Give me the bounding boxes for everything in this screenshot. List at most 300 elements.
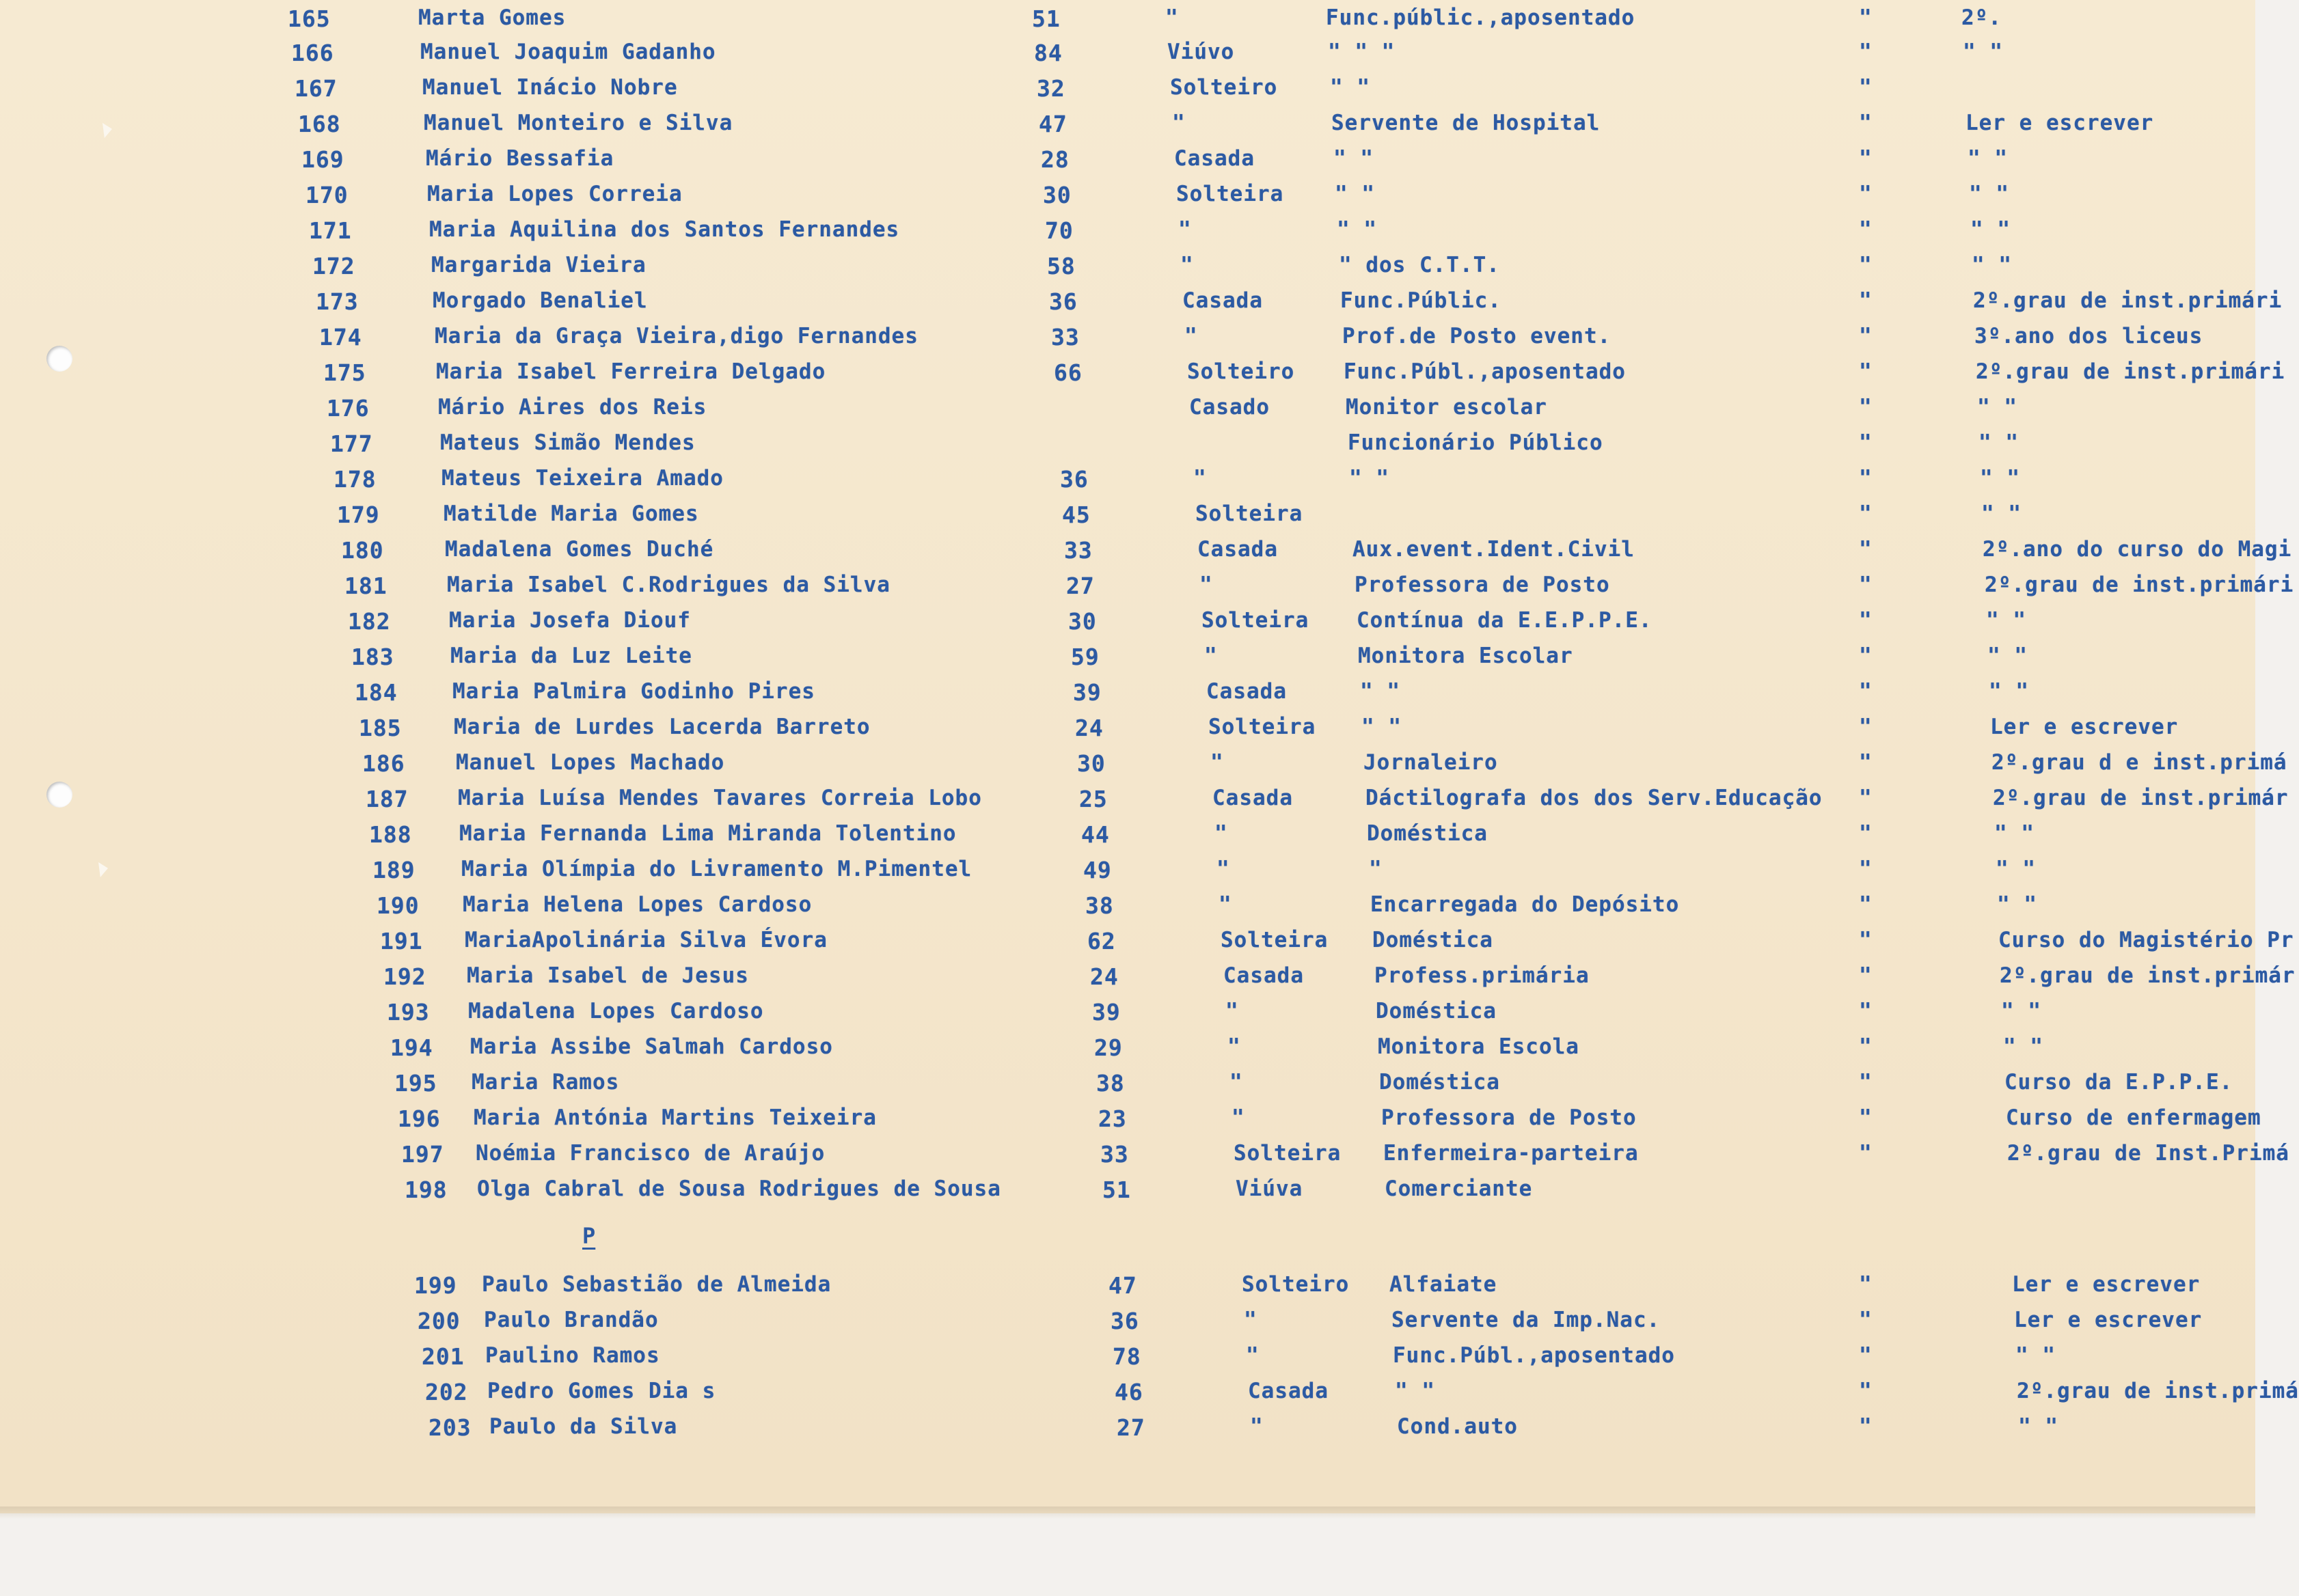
entry-number: 177 xyxy=(330,430,373,457)
marital-status: Casada xyxy=(1223,963,1304,988)
entry-number: 167 xyxy=(295,75,338,102)
marital-status: Solteira xyxy=(1201,608,1309,633)
education: 2º.grau d e inst.primá xyxy=(1991,750,2287,775)
table-row xyxy=(0,1177,2255,1211)
marital-status: Casada xyxy=(1182,288,1263,313)
person-name: Maria Helena Lopes Cardoso xyxy=(463,892,813,917)
person-name: Maria Fernanda Lima Miranda Tolentino xyxy=(459,821,957,846)
table-row xyxy=(0,5,2255,40)
table-row xyxy=(0,1343,2255,1377)
education: " " xyxy=(1977,395,2017,419)
person-name: Maria Antónia Martins Teixeira xyxy=(474,1105,877,1130)
entry-number: 185 xyxy=(359,715,402,741)
education: " " xyxy=(1994,821,2035,846)
marital-status: " xyxy=(1219,892,1232,917)
person-name: Maria Olímpia do Livramento M.Pimentel xyxy=(461,857,972,881)
person-name: Maria Isabel C.Rodrigues da Silva xyxy=(447,573,890,597)
age: 47 xyxy=(1108,1272,1137,1299)
age: 62 xyxy=(1087,928,1116,954)
entry-number: 181 xyxy=(344,573,387,599)
ditto-mark: " xyxy=(1859,999,1873,1023)
marital-status: Solteira xyxy=(1221,928,1329,952)
entry-number: 196 xyxy=(398,1105,441,1132)
occupation: Professora de Posto xyxy=(1381,1105,1637,1130)
person-name: Pedro Gomes Dia s xyxy=(487,1379,716,1403)
education: Curso do Magistério Pr xyxy=(1998,928,2294,952)
entry-number: 173 xyxy=(316,288,359,315)
person-name: Madalena Gomes Duché xyxy=(445,537,714,562)
education: Ler e escrever xyxy=(2012,1272,2201,1297)
education: 2º.grau de inst.primá xyxy=(2017,1379,2299,1403)
ditto-mark: " xyxy=(1859,1141,1873,1166)
person-name: Noémia Francisco de Araújo xyxy=(476,1141,826,1166)
age: 33 xyxy=(1064,537,1093,564)
ditto-mark: " xyxy=(1859,892,1873,917)
entry-number: 199 xyxy=(414,1272,457,1299)
ditto-mark: " xyxy=(1859,1034,1873,1059)
marital-status: Casada xyxy=(1174,146,1255,171)
ditto-mark: " xyxy=(1859,324,1873,348)
entry-number: 175 xyxy=(323,359,366,386)
table-row xyxy=(0,928,2294,962)
education: 2º.grau de Inst.Primá xyxy=(2007,1141,2289,1166)
occupation: Jornaleiro xyxy=(1363,750,1498,775)
education: Ler e escrever xyxy=(2014,1308,2203,1332)
ditto-mark: " xyxy=(1859,466,1873,491)
education: " " xyxy=(1978,430,2019,455)
entry-number: 198 xyxy=(405,1177,448,1203)
age: 27 xyxy=(1117,1414,1145,1441)
entry-number: 168 xyxy=(298,111,341,137)
ditto-mark: " xyxy=(1859,679,1873,704)
table-row xyxy=(0,1070,2255,1104)
age: 23 xyxy=(1098,1105,1127,1132)
table-row xyxy=(0,466,2255,500)
table-row xyxy=(0,324,2255,358)
ditto-mark: " xyxy=(1859,182,1873,206)
person-name: Maria Isabel Ferreira Delgado xyxy=(436,359,826,384)
entry-number: 202 xyxy=(425,1379,468,1405)
occupation: " " " xyxy=(1328,40,1396,64)
ditto-mark: " xyxy=(1859,146,1873,171)
occupation: " xyxy=(1369,857,1383,881)
marital-status: Casada xyxy=(1197,537,1278,562)
marital-status: " xyxy=(1227,1034,1241,1059)
marital-status: Solteira xyxy=(1195,501,1303,526)
entry-number: 172 xyxy=(312,253,355,279)
entry-number: 192 xyxy=(383,963,426,990)
age: 66 xyxy=(1054,359,1083,386)
education: 3º.ano dos liceus xyxy=(1974,324,2203,348)
occupation: Funcionário Público xyxy=(1348,430,1603,455)
table-row xyxy=(0,501,2255,536)
ditto-mark: " xyxy=(1859,395,1873,419)
entry-number: 178 xyxy=(334,466,377,493)
person-name: MariaApolinária Silva Évora xyxy=(465,928,828,952)
person-name: Maria Assibe Salmah Cardoso xyxy=(470,1034,833,1059)
entry-number: 170 xyxy=(305,182,349,208)
person-name: Mário Aires dos Reis xyxy=(438,395,707,419)
person-name: Maria Lopes Correia xyxy=(427,182,683,206)
person-name: Marta Gomes xyxy=(418,5,567,30)
entry-number: 176 xyxy=(327,395,370,422)
education: " " xyxy=(1996,857,2036,881)
ditto-mark: " xyxy=(1859,111,1873,135)
marital-status: Casado xyxy=(1189,395,1270,419)
age: 24 xyxy=(1075,715,1104,741)
marital-status: " xyxy=(1210,750,1224,775)
person-name: Paulo da Silva xyxy=(489,1414,678,1439)
entry-number: 190 xyxy=(377,892,420,919)
person-name: Maria da Graça Vieira,digo Fernandes xyxy=(435,324,919,348)
marital-status: Casada xyxy=(1248,1379,1329,1403)
ditto-mark: " xyxy=(1859,217,1873,242)
marital-status: Solteiro xyxy=(1187,359,1295,384)
person-name: Paulo Brandão xyxy=(484,1308,659,1332)
age: 25 xyxy=(1079,786,1108,812)
age: 38 xyxy=(1085,892,1114,919)
age: 30 xyxy=(1068,608,1097,635)
age: 36 xyxy=(1049,288,1078,315)
marital-status: " xyxy=(1214,821,1228,846)
table-row xyxy=(0,1272,2255,1306)
person-name: Olga Cabral de Sousa Rodrigues de Sousa xyxy=(477,1177,1001,1201)
occupation: Contínua da E.E.P.P.E. xyxy=(1357,608,1652,633)
marital-status: " xyxy=(1225,999,1239,1023)
education: " " xyxy=(1970,217,2011,242)
marital-status: " xyxy=(1204,644,1218,668)
entry-number: 200 xyxy=(418,1308,461,1334)
person-name: Mateus Simão Mendes xyxy=(440,430,696,455)
occupation: " " xyxy=(1337,217,1377,242)
ditto-mark: " xyxy=(1859,537,1873,562)
ditto-mark: " xyxy=(1859,1272,1873,1297)
education: " " xyxy=(1997,892,2037,917)
age: 47 xyxy=(1039,111,1067,137)
person-name: Manuel Joaquim Gadanho xyxy=(420,40,716,64)
occupation: Professora de Posto xyxy=(1355,573,1610,597)
person-name: Maria da Luz Leite xyxy=(450,644,692,668)
occupation: Prof.de Posto event. xyxy=(1342,324,1611,348)
ditto-mark: " xyxy=(1859,644,1873,668)
table-row xyxy=(0,1141,2289,1175)
education: " " xyxy=(1969,182,2009,206)
entry-number: 186 xyxy=(362,750,405,777)
marital-status: Solteira xyxy=(1208,715,1316,739)
age: 24 xyxy=(1090,963,1119,990)
occupation: Doméstica xyxy=(1376,999,1497,1023)
age: 51 xyxy=(1032,5,1061,32)
education: 2º.grau de inst.primári xyxy=(1985,573,2294,597)
ditto-mark: " xyxy=(1859,786,1873,810)
ditto-mark: " xyxy=(1859,857,1873,881)
entry-number: 197 xyxy=(401,1141,444,1168)
occupation: Servente de Hospital xyxy=(1331,111,1601,135)
person-name: Mateus Teixeira Amado xyxy=(441,466,724,491)
occupation: Doméstica xyxy=(1372,928,1493,952)
table-row xyxy=(0,679,2255,713)
education: " " xyxy=(1972,253,2012,277)
occupation: Func.Públ.,aposentado xyxy=(1393,1343,1675,1368)
table-row xyxy=(0,146,2255,180)
occupation: Doméstica xyxy=(1379,1070,1500,1095)
entry-number: 201 xyxy=(422,1343,465,1370)
ditto-mark: " xyxy=(1859,821,1873,846)
person-name: Maria de Lurdes Lacerda Barreto xyxy=(454,715,871,739)
entry-number: 179 xyxy=(337,501,380,528)
age: 32 xyxy=(1037,75,1065,102)
entry-number: 174 xyxy=(319,324,362,350)
occupation: Alfaiate xyxy=(1389,1272,1497,1297)
education: 2º.grau de inst.primár xyxy=(1993,786,2289,810)
table-row xyxy=(0,1034,2255,1069)
table-row xyxy=(0,75,2255,109)
entry-number: 187 xyxy=(366,786,409,812)
entry-number: 193 xyxy=(387,999,430,1026)
table-row xyxy=(0,1414,2255,1448)
age: 58 xyxy=(1047,253,1076,279)
occupation: " " xyxy=(1361,715,1402,739)
ditto-mark: " xyxy=(1859,253,1873,277)
marital-status: Viúvo xyxy=(1167,40,1235,64)
age: 38 xyxy=(1096,1070,1125,1097)
person-name: Paulino Ramos xyxy=(485,1343,660,1368)
person-name: Maria Aquilina dos Santos Fernandes xyxy=(429,217,900,242)
ditto-mark: " xyxy=(1859,1379,1873,1403)
occupation: Func.públic.,aposentado xyxy=(1326,5,1635,30)
education: 2º.grau de inst.primár xyxy=(2000,963,2296,988)
ditto-mark: " xyxy=(1859,608,1873,633)
age: 51 xyxy=(1102,1177,1131,1203)
marital-status: Casada xyxy=(1206,679,1287,704)
entry-number: 165 xyxy=(288,5,331,32)
table-row xyxy=(0,182,2255,216)
person-name: Maria Palmira Godinho Pires xyxy=(452,679,815,704)
marital-status: " xyxy=(1246,1343,1260,1368)
education: 2º. xyxy=(1961,5,2002,30)
entry-number: 195 xyxy=(394,1070,437,1097)
person-name: Matilde Maria Gomes xyxy=(444,501,699,526)
education: " " xyxy=(1980,466,2020,491)
education: " " xyxy=(2001,999,2041,1023)
occupation: " " xyxy=(1395,1379,1435,1403)
ditto-mark: " xyxy=(1859,1070,1873,1095)
person-name: Maria Isabel de Jesus xyxy=(467,963,749,988)
age: 44 xyxy=(1081,821,1110,848)
age: 30 xyxy=(1043,182,1072,208)
occupation: Func.Públ.,aposentado xyxy=(1344,359,1626,384)
ditto-mark: " xyxy=(1859,75,1873,100)
table-row xyxy=(0,573,2294,607)
marital-status: " xyxy=(1165,5,1179,30)
education: " " xyxy=(1986,608,2026,633)
entry-number: 166 xyxy=(291,40,334,66)
table-row xyxy=(0,1105,2261,1140)
table-row xyxy=(0,217,2255,251)
table-row xyxy=(0,430,2255,465)
person-name: Madalena Lopes Cardoso xyxy=(468,999,764,1023)
table-row xyxy=(0,715,2255,749)
marital-status: Viúva xyxy=(1236,1177,1303,1201)
age: 33 xyxy=(1100,1141,1129,1168)
age: 84 xyxy=(1034,40,1063,66)
education: " " xyxy=(2018,1414,2058,1439)
age: 78 xyxy=(1113,1343,1141,1370)
entry-number: 180 xyxy=(341,537,384,564)
table-row xyxy=(0,395,2255,429)
person-name: Paulo Sebastião de Almeida xyxy=(482,1272,832,1297)
education: " " xyxy=(1987,644,2028,668)
occupation: Encarregada do Depósito xyxy=(1370,892,1680,917)
age: 30 xyxy=(1077,750,1106,777)
occupation: Monitora Escola xyxy=(1378,1034,1579,1059)
marital-status: " xyxy=(1180,253,1194,277)
education: 2º.grau de inst.primári xyxy=(1976,359,2285,384)
person-name: Mário Bessafia xyxy=(426,146,614,171)
occupation: Func.Públic. xyxy=(1340,288,1501,313)
marital-status: Casada xyxy=(1212,786,1293,810)
occupation: " " xyxy=(1360,679,1400,704)
education: 2º.grau de inst.primári xyxy=(1973,288,2283,313)
section-letter: P xyxy=(582,1223,596,1249)
ditto-mark: " xyxy=(1859,288,1873,313)
occupation: " " xyxy=(1333,146,1374,171)
table-row xyxy=(0,111,2255,145)
occupation: Monitora Escolar xyxy=(1358,644,1573,668)
entry-number: 171 xyxy=(309,217,352,244)
table-row xyxy=(0,40,2255,74)
ditto-mark: " xyxy=(1859,928,1873,952)
age: 36 xyxy=(1060,466,1089,493)
occupation: " " xyxy=(1335,182,1375,206)
education: " " xyxy=(1989,679,2029,704)
marital-status: " xyxy=(1229,1070,1243,1095)
table-row xyxy=(0,857,2255,891)
occupation: Monitor escolar xyxy=(1346,395,1547,419)
education: 2º.ano do curso do Magi xyxy=(1983,537,2292,562)
entry-number: 184 xyxy=(355,679,398,706)
ditto-mark: " xyxy=(1859,40,1873,64)
entry-number: 169 xyxy=(301,146,344,173)
marital-status: Solteiro xyxy=(1242,1272,1350,1297)
occupation: " dos C.T.T. xyxy=(1339,253,1500,277)
age: 46 xyxy=(1115,1379,1143,1405)
education: " " xyxy=(1968,146,2008,171)
entry-number: 182 xyxy=(348,608,391,635)
occupation: " " xyxy=(1349,466,1389,491)
table-row xyxy=(0,963,2296,998)
ditto-mark: " xyxy=(1859,573,1873,597)
person-name: Maria Ramos xyxy=(472,1070,620,1095)
occupation: Cond.auto xyxy=(1397,1414,1518,1439)
person-name: Margarida Vieira xyxy=(431,253,647,277)
table-row xyxy=(0,892,2255,926)
age: 36 xyxy=(1111,1308,1139,1334)
entry-number: 188 xyxy=(369,821,412,848)
occupation: Aux.event.Ident.Civil xyxy=(1352,537,1635,562)
table-row xyxy=(0,359,2285,394)
education: " " xyxy=(2003,1034,2043,1059)
age: 27 xyxy=(1066,573,1095,599)
marital-status: " xyxy=(1232,1105,1245,1130)
occupation: Enfermeira-parteira xyxy=(1383,1141,1639,1166)
entry-number: 183 xyxy=(351,644,394,670)
education: " " xyxy=(1963,40,2003,64)
table-row xyxy=(0,750,2287,784)
marital-status: Solteira xyxy=(1176,182,1284,206)
marital-status: " xyxy=(1199,573,1213,597)
education: Curso de enfermagem xyxy=(2006,1105,2261,1130)
table-row xyxy=(0,537,2292,571)
age: 59 xyxy=(1071,644,1100,670)
education: Curso da E.P.P.E. xyxy=(2004,1070,2233,1095)
ditto-mark: " xyxy=(1859,5,1873,30)
age: 29 xyxy=(1094,1034,1123,1061)
entry-number: 203 xyxy=(428,1414,472,1441)
table-row xyxy=(0,821,2255,855)
education: " " xyxy=(2015,1343,2056,1368)
occupation: " " xyxy=(1330,75,1370,100)
marital-status: " xyxy=(1250,1414,1264,1439)
age: 33 xyxy=(1051,324,1080,350)
entry-number: 191 xyxy=(380,928,423,954)
ditto-mark: " xyxy=(1859,430,1873,455)
marital-status: Solteira xyxy=(1234,1141,1342,1166)
table-row xyxy=(0,1379,2299,1413)
occupation: Doméstica xyxy=(1367,821,1488,846)
table-row xyxy=(0,288,2283,322)
marital-status: " xyxy=(1244,1308,1257,1332)
person-name: Manuel Inácio Nobre xyxy=(422,75,678,100)
marital-status: " xyxy=(1193,466,1207,491)
table-row xyxy=(0,608,2255,642)
occupation: Comerciante xyxy=(1385,1177,1533,1201)
marital-status: " xyxy=(1172,111,1186,135)
occupation: Profess.primária xyxy=(1374,963,1590,988)
ditto-mark: " xyxy=(1859,1105,1873,1130)
marital-status: " xyxy=(1178,217,1192,242)
table-row xyxy=(0,786,2289,820)
ditto-mark: " xyxy=(1859,963,1873,988)
ditto-mark: " xyxy=(1859,715,1873,739)
table-row xyxy=(0,1308,2255,1342)
person-name: Manuel Monteiro e Silva xyxy=(424,111,733,135)
table-row xyxy=(0,253,2255,287)
age: 39 xyxy=(1092,999,1121,1026)
marital-status: " xyxy=(1184,324,1198,348)
table-row xyxy=(0,644,2255,678)
occupation: Servente da Imp.Nac. xyxy=(1391,1308,1661,1332)
age: 39 xyxy=(1073,679,1102,706)
occupation: Dáctilografa dos dos Serv.Educação xyxy=(1365,786,1823,810)
education: Ler e escrever xyxy=(1990,715,2179,739)
ditto-mark: " xyxy=(1859,1343,1873,1368)
ditto-mark: " xyxy=(1859,750,1873,775)
ditto-mark: " xyxy=(1859,359,1873,384)
age: 49 xyxy=(1083,857,1112,883)
marital-status: " xyxy=(1216,857,1230,881)
age: 70 xyxy=(1045,217,1074,244)
ditto-mark: " xyxy=(1859,501,1873,526)
age: 45 xyxy=(1062,501,1091,528)
person-name: Manuel Lopes Machado xyxy=(456,750,725,775)
person-name: Maria Josefa Diouf xyxy=(449,608,691,633)
ditto-mark: " xyxy=(1859,1414,1873,1439)
person-name: Morgado Benaliel xyxy=(433,288,648,313)
education: Ler e escrever xyxy=(1965,111,2154,135)
entry-number: 194 xyxy=(390,1034,433,1061)
table-row xyxy=(0,999,2255,1033)
